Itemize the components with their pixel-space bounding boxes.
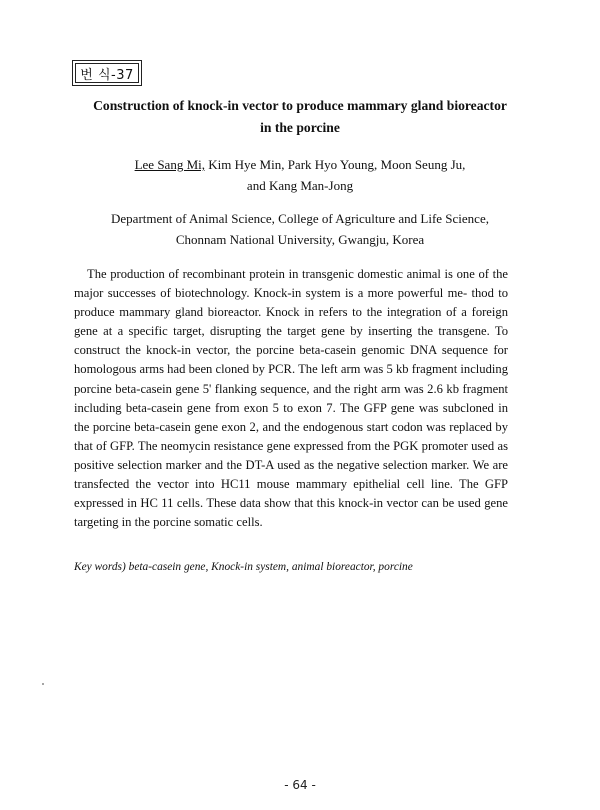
page-number: - 64 - xyxy=(284,778,316,792)
affiliation-line-1: Department of Animal Science, College of Agriculture and Life Science, xyxy=(111,211,489,226)
author-list xyxy=(60,154,540,196)
affiliation-line-2: Chonnam National University, Gwangju, Korea xyxy=(175,232,425,247)
paper-title-line-2: in the porcine xyxy=(260,120,340,135)
category-badge xyxy=(72,60,142,86)
paper-title-line-1: Construction of knock-in vector to produce mammary gland bioreactor xyxy=(93,98,507,113)
affiliation xyxy=(60,208,540,250)
co-authors-line-2: and Kang Man-Jong xyxy=(246,178,354,193)
first-author: Lee Sang Mi, xyxy=(134,157,205,172)
co-authors-line-1: Kim Hye Min, Park Hyo Young, Moon Seung Ju, xyxy=(205,157,466,172)
scan-speck xyxy=(42,683,44,685)
abstract-body: The production of recombinant protein in transgenic domestic animal is one of the major successes of biotechnology. Knock-in system is a more powerful me- thod to produce mammary gland bioreactor. Knock in refers to the integration of a foreign gene at a specific target, disrupting the target gene by inserting the transgene. To construct the knock-in vector, the porcine beta-casein genomic DNA sequence for homologous arms had been cloned by PCR. The left arm was 5 kb fragment including porcine beta-casein gene 5' flanking sequence, and the right arm was 2.6 kb fragment including beta-casein gene from exon 5 to exon 7. The GFP gene was subcloned in the porcine beta-casein gene exon 2, and the endogenous start codon was replaced by that of GFP. The neomycin resistance gene expressed from the PGK promoter used as positive selection marker and the DT-A used as the negative selection marker. We are transfected the vector into HC11 mouse mammary epithelial cell line. The GFP expressed in HC 11 cells. These data show that this knock-in vector can be used gene targeting in the porcine somatic cells. xyxy=(74,267,508,530)
keywords: Key words) beta-casein gene, Knock-in system, animal bioreactor, porcine xyxy=(74,561,413,573)
category-badge-label: 번 식-37 xyxy=(75,63,139,83)
paper-title xyxy=(60,95,540,139)
